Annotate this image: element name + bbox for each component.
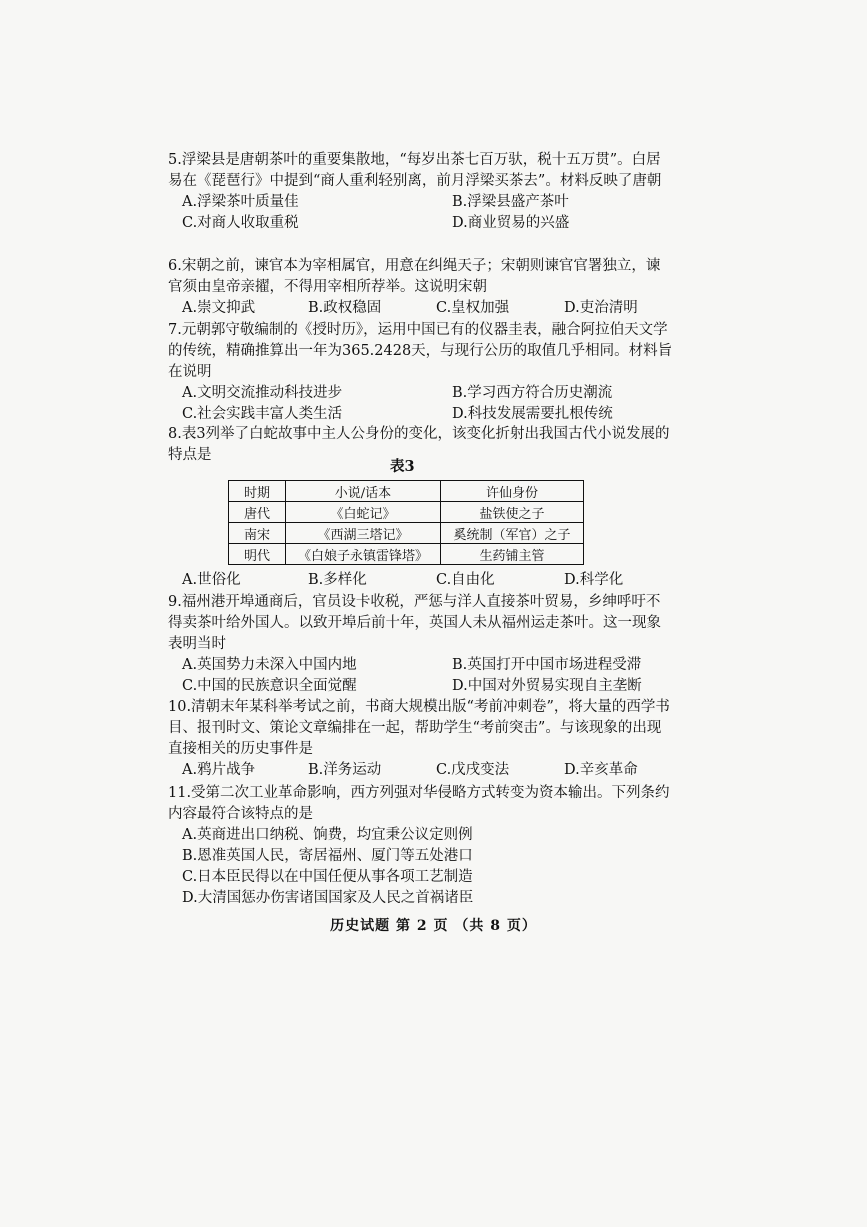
table-cell: 生药铺主管 <box>441 544 584 565</box>
options <box>182 192 673 234</box>
table-3 <box>228 480 584 565</box>
option-a: A.文明交流推动科技进步 <box>182 385 343 401</box>
question-5 <box>168 150 673 234</box>
option-d: D.科学化 <box>564 572 624 588</box>
table-header: 许仙身份 <box>441 481 584 502</box>
option-c: C.社会实践丰富人类生活 <box>182 406 343 422</box>
option-b: B.英国打开中国市场进程受滞 <box>452 657 642 673</box>
table-row <box>229 544 584 565</box>
options <box>182 383 673 425</box>
option-d: D.中国对外贸易实现自主垄断 <box>452 678 642 694</box>
table-header: 小说/话本 <box>286 481 441 502</box>
options <box>182 825 673 909</box>
question-7 <box>168 320 673 425</box>
question-8-options <box>168 570 673 591</box>
question-stem: 7.元朝郭守敬编制的《授时历》，运用中国已有的仪器圭表，融合阿拉伯天文学的传统，精确推算出一年为365.2428天，与现行公历的取值几乎相同。材料旨在说明 <box>168 322 673 380</box>
option-c: C.皇权加强 <box>436 300 510 316</box>
option-a: A.崇文抑武 <box>182 300 256 316</box>
question-6 <box>168 256 673 319</box>
options <box>182 760 673 781</box>
table-cell: 唐代 <box>229 502 286 523</box>
question-stem: 9.福州港开埠通商后，官员设卡收税，严惩与洋人直接茶叶贸易，乡绅呼吁不得卖茶叶给外国人。以致开埠后前十年，英国人未从福州运走茶叶。这一现象表明当时 <box>168 594 661 652</box>
table-cell: 盐铁使之子 <box>441 502 584 523</box>
table-header-row <box>229 481 584 502</box>
options <box>182 655 673 697</box>
option-b: B.政权稳固 <box>308 300 382 316</box>
question-8 <box>168 424 673 466</box>
option-c: C.对商人收取重税 <box>182 215 299 231</box>
option-c: C.日本臣民得以在中国任便从事各项工艺制造 <box>182 869 473 885</box>
table-cell: 明代 <box>229 544 286 565</box>
table-header: 时期 <box>229 481 286 502</box>
option-d: D.科技发展需要扎根传统 <box>452 406 613 422</box>
page-footer: 历史试题 第 2 页 （共 8 页） <box>330 918 537 934</box>
table-cell: 奚统制（军官）之子 <box>441 523 584 544</box>
option-c: C.中国的民族意识全面觉醒 <box>182 678 357 694</box>
question-9 <box>168 592 673 697</box>
question-11 <box>168 783 673 909</box>
options <box>182 298 673 319</box>
question-stem: 8.表3列举了白蛇故事中主人公身份的变化，该变化折射出我国古代小说发展的特点是 <box>168 426 670 463</box>
question-stem: 10.清朝末年某科举考试之前，书商大规模出版“考前冲刺卷”，将大量的西学书目、报刊时文、策论文章编排在一起，帮助学生“考前突击”。与该现象的出现直接相关的历史事件是 <box>168 699 670 757</box>
table-row <box>229 523 584 544</box>
table-row <box>229 502 584 523</box>
question-stem: 5.浮梁县是唐朝茶叶的重要集散地，“每岁出茶七百万驮，税十五万贯”。白居易在《琵琶行》中提到“商人重利轻别离，前月浮梁买茶去”。材料反映了唐朝 <box>168 152 662 189</box>
question-stem: 11.受第二次工业革命影响，西方列强对华侵略方式转变为资本输出。下列条约内容最符合该特点的是 <box>168 785 670 822</box>
table-cell: 《白娘子永镇雷锋塔》 <box>286 544 441 565</box>
options <box>182 570 673 591</box>
option-d: D.辛亥革命 <box>564 762 638 778</box>
option-a: A.英国势力未深入中国内地 <box>182 657 357 673</box>
option-c: C.自由化 <box>436 572 495 588</box>
option-d: D.吏治清明 <box>564 300 638 316</box>
table-cell: 《白蛇记》 <box>286 502 441 523</box>
table-cell: 《西湖三塔记》 <box>286 523 441 544</box>
option-b: B.学习西方符合历史潮流 <box>452 385 613 401</box>
option-c: C.戊戌变法 <box>436 762 510 778</box>
option-a: A.浮梁茶叶质量佳 <box>182 194 299 210</box>
table-cell: 南宋 <box>229 523 286 544</box>
table-caption: 表3 <box>390 458 415 475</box>
option-b: B.洋务运动 <box>308 762 382 778</box>
question-stem: 6.宋朝之前，谏官本为宰相属官，用意在纠绳天子；宋朝则谏官官署独立，谏官须由皇帝亲擢，不得用宰相所荐举。这说明宋朝 <box>168 258 661 295</box>
option-d: D.商业贸易的兴盛 <box>452 215 570 231</box>
option-b: B.恩准英国人民，寄居福州、厦门等五处港口 <box>182 848 473 864</box>
question-10 <box>168 697 673 781</box>
option-a: A.世俗化 <box>182 572 241 588</box>
option-b: B.多样化 <box>308 572 367 588</box>
option-b: B.浮梁县盛产茶叶 <box>452 194 569 210</box>
option-a: A.鸦片战争 <box>182 762 256 778</box>
option-d: D.大清国惩办伤害诸国国家及人民之首祸诸臣 <box>182 890 474 906</box>
option-a: A.英商进出口纳税、饷费，均宜秉公议定则例 <box>182 827 473 843</box>
